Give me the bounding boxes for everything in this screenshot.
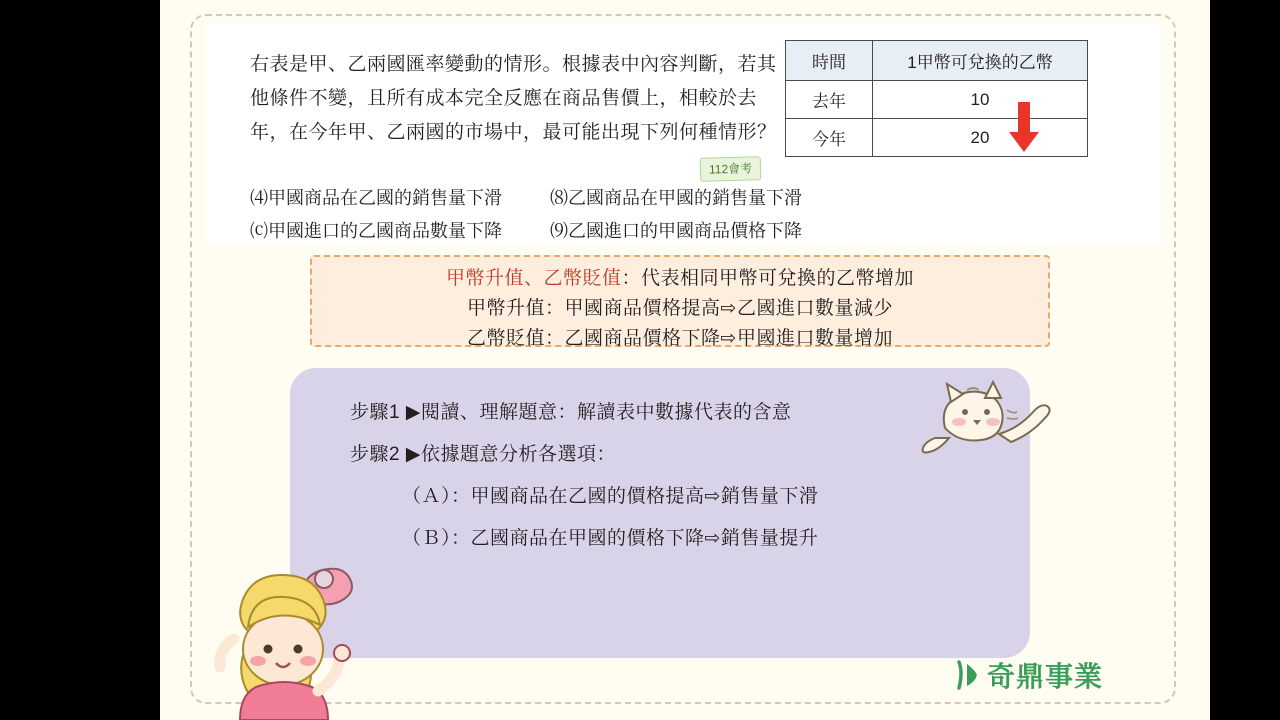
question-text: 右表是甲、乙兩國匯率變動的情形。根據表中內容判斷，若其他條件不變，且所有成本完全反應在商品售價上，相較於去年，在今年甲、乙兩國的市場中，最可能出現下列何種情形？ bbox=[250, 54, 777, 143]
exam-source-badge: 112會考 bbox=[700, 156, 762, 182]
key-concept-text bbox=[310, 264, 1050, 354]
table-header-rate: 1甲幣可兌換的乙幣 bbox=[873, 41, 1088, 81]
key-concept-highlight: 甲幣升值、乙幣貶值 bbox=[445, 268, 622, 289]
option-b: ⑻乙國商品在甲國的銷售量下滑 bbox=[550, 188, 802, 208]
table-cell-thisyear-value: 20 bbox=[873, 119, 1088, 157]
table-header-time: 時間 bbox=[786, 41, 873, 81]
option-a: ⑷甲國商品在乙國的銷售量下滑 bbox=[250, 188, 502, 208]
down-arrow-icon bbox=[1007, 102, 1041, 154]
table-cell-lastyear-label: 去年 bbox=[786, 81, 873, 119]
table-row bbox=[786, 119, 1088, 157]
exchange-rate-table bbox=[785, 40, 1088, 157]
solution-step-2: 步驟2 ▶依據題意分析各選項： bbox=[350, 444, 616, 465]
option-list bbox=[250, 182, 1090, 248]
key-concept-line-1 bbox=[310, 264, 1050, 294]
table-cell-thisyear-label: 今年 bbox=[786, 119, 873, 157]
solution-steps bbox=[350, 392, 1050, 560]
solution-step-1: 步驟1 ▶閱讀、理解題意：解讀表中數據代表的含意 bbox=[350, 402, 792, 423]
option-d: ⑼乙國進口的甲國商品價格下降 bbox=[550, 221, 802, 241]
table-header-row bbox=[786, 41, 1088, 81]
option-c: ⒞甲國進口的乙國商品數量下降 bbox=[250, 221, 502, 241]
brand-logo bbox=[955, 655, 1103, 695]
logo-mark-icon bbox=[955, 660, 981, 690]
key-concept-line-2: 甲幣升值：甲國商品價格提高⇨乙國進口數量減少 bbox=[467, 298, 893, 319]
table-row bbox=[786, 81, 1088, 119]
girl-mascot-icon bbox=[190, 545, 425, 720]
logo-text: 奇鼎事業 bbox=[987, 661, 1104, 692]
table-cell-lastyear-value: 10 bbox=[873, 81, 1088, 119]
solution-step-option-a: （Ａ）：甲國商品在乙國的價格提高⇨銷售量下滑 bbox=[402, 486, 819, 507]
key-concept-line-3: 乙幣貶值：乙國商品價格下降⇨甲國進口數量增加 bbox=[467, 328, 893, 349]
key-concept-line-1-rest: ：代表相同甲幣可兌換的乙幣增加 bbox=[621, 268, 915, 289]
solution-step-option-b: （Ｂ）：乙國商品在甲國的價格下降⇨銷售量提升 bbox=[402, 528, 819, 549]
slide-page bbox=[160, 0, 1210, 720]
